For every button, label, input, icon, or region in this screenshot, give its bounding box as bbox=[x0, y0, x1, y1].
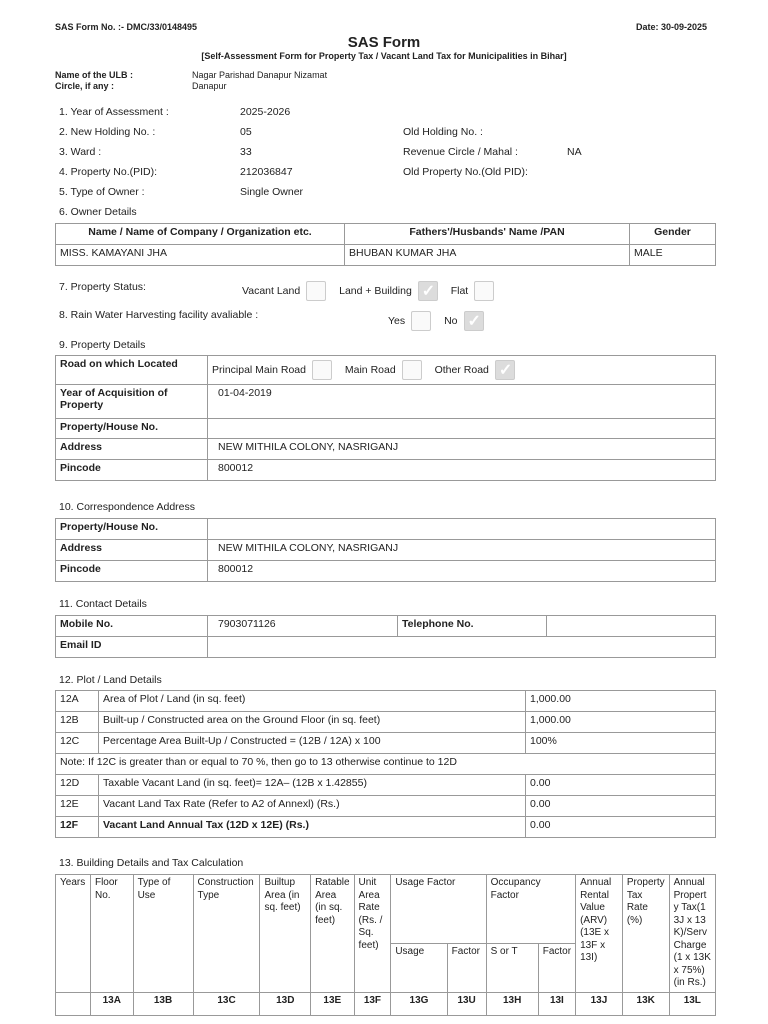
code-13f: 13F bbox=[354, 992, 391, 1015]
col-construction: Construction Type bbox=[193, 875, 260, 993]
ulb-labels bbox=[55, 70, 133, 92]
ward-value: 33 bbox=[240, 146, 252, 158]
corr-house-label: Property/House No. bbox=[56, 519, 208, 540]
email-value bbox=[208, 637, 716, 658]
plot-row bbox=[56, 796, 716, 817]
col-ratable: Ratable Area (in sq. feet) bbox=[311, 875, 354, 993]
plot-row bbox=[56, 712, 716, 733]
address-label: Address bbox=[56, 439, 208, 460]
plot-code: 12C bbox=[56, 733, 99, 754]
page-title: SAS Form bbox=[347, 34, 421, 51]
form-number: SAS Form No. :- DMC/33/0148495 bbox=[55, 22, 198, 32]
other-road-label: Other Road bbox=[434, 364, 489, 376]
contact-label: 11. Contact Details bbox=[59, 598, 147, 610]
code-13u: 13U bbox=[447, 992, 486, 1015]
plot-desc: Vacant Land Annual Tax (12D x 12E) (Rs.) bbox=[99, 817, 526, 838]
property-details-table bbox=[55, 355, 716, 481]
corr-address-label: Address bbox=[56, 540, 208, 561]
owner-father-header: Fathers'/Husbands' Name /PAN bbox=[345, 224, 630, 245]
plot-value: 100% bbox=[526, 733, 716, 754]
house-no-value bbox=[208, 419, 716, 439]
road-label: Road on which Located bbox=[56, 356, 208, 385]
col-occupancy: Occupancy Factor bbox=[486, 875, 575, 944]
other-road-checkbox[interactable] bbox=[495, 360, 515, 380]
plot-code: 12A bbox=[56, 691, 99, 712]
owner-details-label: 6. Owner Details bbox=[59, 206, 137, 218]
house-no-label: Property/House No. bbox=[56, 419, 208, 439]
code-13j: 13J bbox=[576, 992, 623, 1015]
yes-label: Yes bbox=[388, 315, 406, 327]
flat-checkbox[interactable] bbox=[474, 281, 494, 301]
ulb-label: Name of the ULB : bbox=[55, 70, 134, 80]
mobile-label: Mobile No. bbox=[56, 616, 208, 637]
plot-desc: Area of Plot / Land (in sq. feet) bbox=[99, 691, 526, 712]
plot-row bbox=[56, 691, 716, 712]
vacant-land-label: Vacant Land bbox=[242, 285, 301, 297]
col-unit-rate: Unit Area Rate (Rs. / Sq. feet) bbox=[354, 875, 391, 993]
code-13l: 13L bbox=[669, 992, 715, 1015]
holding-value: 05 bbox=[240, 126, 252, 138]
property-details-label: 9. Property Details bbox=[59, 339, 146, 351]
plot-value: 0.00 bbox=[526, 796, 716, 817]
code-blank bbox=[56, 992, 91, 1015]
pincode-value: 800012 bbox=[208, 460, 716, 481]
rain-water-label: 8. Rain Water Harvesting facility avaliable : bbox=[59, 309, 259, 321]
col-usage-factor: Usage Factor bbox=[391, 875, 486, 944]
owner-gender-cell: MALE bbox=[630, 245, 716, 266]
code-13k: 13K bbox=[622, 992, 669, 1015]
plot-code: 12B bbox=[56, 712, 99, 733]
property-status-options bbox=[232, 281, 494, 301]
year-value: 2025-2026 bbox=[240, 106, 291, 118]
ward-label: 3. Ward : bbox=[59, 146, 102, 158]
col-factor2: Factor bbox=[538, 943, 575, 992]
circle-label: Circle, if any : bbox=[55, 81, 115, 91]
old-holding-label: Old Holding No. : bbox=[403, 126, 483, 138]
principal-road-label: Principal Main Road bbox=[212, 364, 306, 376]
plot-desc: Built-up / Constructed area on the Ground Floor (in sq. feet) bbox=[99, 712, 526, 733]
vacant-land-checkbox[interactable] bbox=[306, 281, 326, 301]
address-value: NEW MITHILA COLONY, NASRIGANJ bbox=[208, 439, 716, 460]
form-date: Date: 30-09-2025 bbox=[636, 22, 708, 32]
telephone-value bbox=[547, 616, 716, 637]
plot-code: 12D bbox=[56, 775, 99, 796]
building-label: 13. Building Details and Tax Calculation bbox=[59, 857, 244, 869]
flat-label: Flat bbox=[450, 285, 469, 297]
code-13d: 13D bbox=[260, 992, 311, 1015]
owner-type-value: Single Owner bbox=[240, 186, 304, 198]
main-road-label: Main Road bbox=[344, 364, 396, 376]
ulb-value: Nagar Parishad Danapur Nizamat bbox=[192, 70, 328, 80]
yes-checkbox[interactable] bbox=[411, 311, 431, 331]
owner-table bbox=[55, 223, 716, 266]
pid-label: 4. Property No.(PID): bbox=[59, 166, 158, 178]
plot-desc: Percentage Area Built-Up / Constructed = (12B / 12A) x 100 bbox=[99, 733, 526, 754]
page-subtitle: [Self-Assessment Form for Property Tax / Vacant Land Tax for Municipalities in Bihar] bbox=[201, 51, 567, 61]
email-label: Email ID bbox=[56, 637, 208, 658]
plot-value: 0.00 bbox=[526, 775, 716, 796]
land-building-label: Land + Building bbox=[339, 285, 412, 297]
plot-row bbox=[56, 817, 716, 838]
acquisition-value: 01-04-2019 bbox=[208, 385, 716, 419]
plot-row bbox=[56, 775, 716, 796]
owner-gender-header: Gender bbox=[630, 224, 716, 245]
principal-road-checkbox[interactable] bbox=[312, 360, 332, 380]
holding-label: 2. New Holding No. : bbox=[59, 126, 156, 138]
pid-value: 212036847 bbox=[240, 166, 293, 178]
code-13h: 13H bbox=[486, 992, 538, 1015]
col-builtup: Builtup Area (in sq. feet) bbox=[260, 875, 311, 993]
plot-value: 1,000.00 bbox=[526, 712, 716, 733]
code-13b: 13B bbox=[133, 992, 193, 1015]
col-s-or-t: S or T bbox=[486, 943, 538, 992]
owner-name-cell: MISS. KAMAYANI JHA bbox=[56, 245, 345, 266]
corr-house-value bbox=[208, 519, 716, 540]
circle-value: Danapur bbox=[192, 81, 227, 91]
property-status-label: 7. Property Status: bbox=[59, 281, 146, 293]
no-label: No bbox=[444, 315, 458, 327]
col-years: Years bbox=[56, 875, 91, 993]
acquisition-label: Year of Acquisition of Property bbox=[56, 385, 208, 419]
contact-table bbox=[55, 615, 716, 658]
plot-code: 12E bbox=[56, 796, 99, 817]
year-label: 1. Year of Assessment : bbox=[59, 106, 169, 118]
main-road-checkbox[interactable] bbox=[402, 360, 422, 380]
plot-code: 12F bbox=[56, 817, 99, 838]
col-factor: Factor bbox=[447, 943, 486, 992]
col-arv: Annual Rental Value (ARV) (13E x 13F x 13I) bbox=[576, 875, 623, 993]
owner-father-cell: BHUBAN KUMAR JHA bbox=[345, 245, 630, 266]
col-floor: Floor No. bbox=[90, 875, 133, 993]
plot-value: 0.00 bbox=[526, 817, 716, 838]
code-13a: 13A bbox=[90, 992, 133, 1015]
old-pid-label: Old Property No.(Old PID): bbox=[403, 166, 528, 178]
land-building-checkbox[interactable] bbox=[418, 281, 438, 301]
correspondence-table bbox=[55, 518, 716, 582]
building-table bbox=[55, 874, 716, 1016]
plot-note: Note: If 12C is greater than or equal to 70 %, then go to 13 otherwise continue to 12D bbox=[56, 754, 716, 775]
plot-desc: Vacant Land Tax Rate (Refer to A2 of Annexl) (Rs.) bbox=[99, 796, 526, 817]
revenue-value: NA bbox=[567, 146, 582, 158]
col-usage: Usage bbox=[391, 943, 447, 992]
plot-row bbox=[56, 733, 716, 754]
plot-desc: Taxable Vacant Land (in sq. feet)= 12A– (12B x 1.42855) bbox=[99, 775, 526, 796]
code-13g: 13G bbox=[391, 992, 447, 1015]
plot-label: 12. Plot / Land Details bbox=[59, 674, 162, 686]
code-13i: 13I bbox=[538, 992, 575, 1015]
col-tax-rate: Property Tax Rate (%) bbox=[622, 875, 669, 993]
revenue-label: Revenue Circle / Mahal : bbox=[403, 146, 518, 158]
plot-value: 1,000.00 bbox=[526, 691, 716, 712]
ulb-values bbox=[192, 70, 327, 92]
corr-address-value: NEW MITHILA COLONY, NASRIGANJ bbox=[208, 540, 716, 561]
telephone-label: Telephone No. bbox=[398, 616, 547, 637]
plot-table bbox=[55, 690, 716, 838]
col-annual-tax: Annual Property Tax(13J x 13K)/Serv Charge (1 x 13K x 75%) (in Rs.) bbox=[669, 875, 715, 993]
code-13e: 13E bbox=[311, 992, 354, 1015]
corr-pincode-value: 800012 bbox=[208, 561, 716, 582]
owner-type-label: 5. Type of Owner : bbox=[59, 186, 145, 198]
owner-name-header: Name / Name of Company / Organization etc. bbox=[56, 224, 345, 245]
mobile-value: 7903071126 bbox=[208, 616, 398, 637]
no-checkbox[interactable] bbox=[464, 311, 484, 331]
corr-pincode-label: Pincode bbox=[56, 561, 208, 582]
correspondence-label: 10. Correspondence Address bbox=[59, 501, 196, 513]
pincode-label: Pincode bbox=[56, 460, 208, 481]
col-type: Type of Use bbox=[133, 875, 193, 993]
code-13c: 13C bbox=[193, 992, 260, 1015]
rain-water-options bbox=[378, 311, 484, 331]
